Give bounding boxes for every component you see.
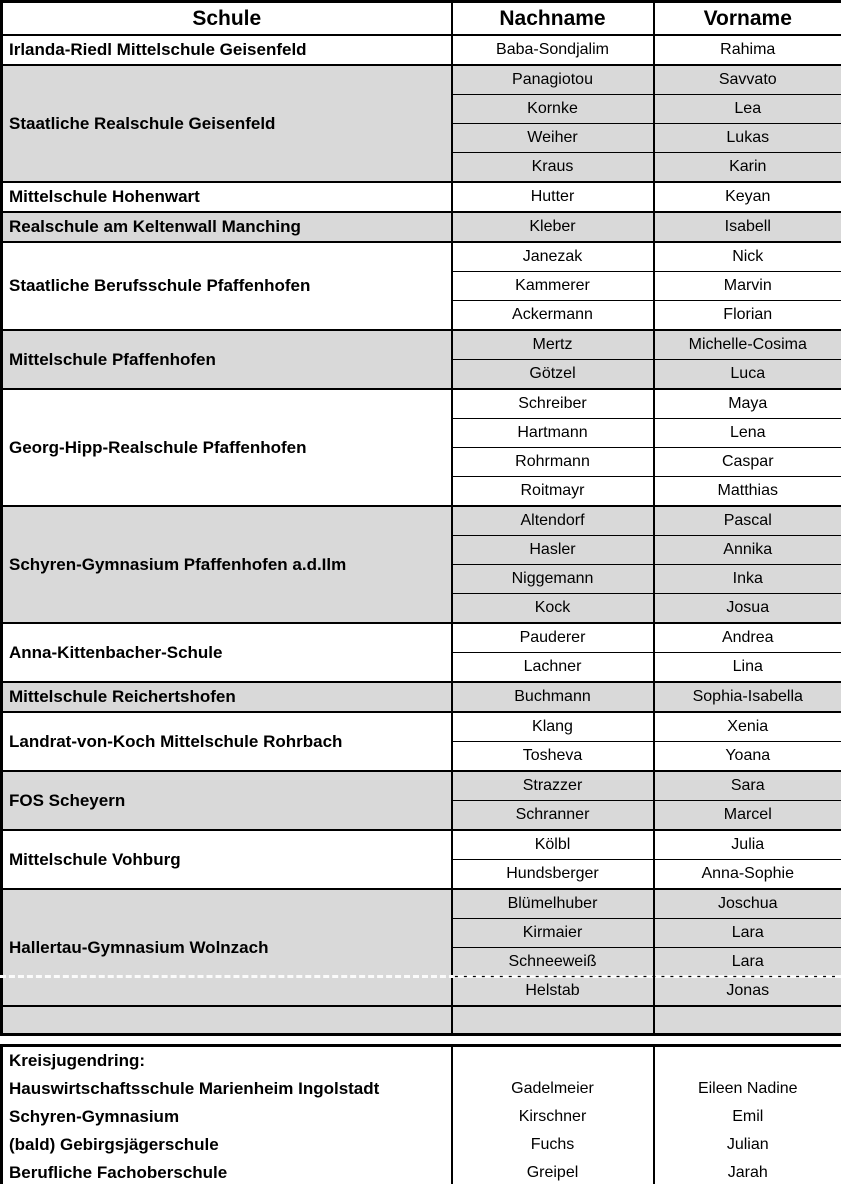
- vorname-cell: Keyan: [654, 182, 841, 212]
- school-cell: Berufliche Fachoberschule: [9, 1163, 228, 1182]
- footer-row: [2, 1159, 841, 1184]
- footer-table: [0, 1044, 841, 1184]
- vorname-cell: Luca: [654, 360, 841, 390]
- vorname-cell: Xenia: [654, 712, 841, 742]
- school-cell: Mittelschule Pfaffenhofen: [2, 330, 452, 389]
- school-cell: Georg-Hipp-Realschule Pfaffenhofen: [2, 389, 452, 506]
- vorname-cell: Florian: [654, 301, 841, 331]
- vorname-cell: Annika: [654, 536, 841, 565]
- vorname-cell: [654, 1046, 841, 1076]
- nachname-cell: Kraus: [452, 153, 654, 183]
- vorname-cell: Inka: [654, 565, 841, 594]
- vorname-cell: Sophia-Isabella: [654, 682, 841, 712]
- nachname-cell: Rohrmann: [452, 448, 654, 477]
- vorname-cell: Savvato: [654, 65, 841, 95]
- nachname-cell: Kock: [452, 594, 654, 624]
- school-cell: Hauswirtschaftsschule Marienheim Ingolstadt: [9, 1079, 380, 1098]
- vorname-cell: Eileen Nadine: [654, 1075, 841, 1103]
- vorname-cell: Caspar: [654, 448, 841, 477]
- table-row: [2, 712, 841, 742]
- vorname-cell: Lena: [654, 419, 841, 448]
- table-row: [2, 682, 841, 712]
- footer-row: [2, 1103, 841, 1131]
- nachname-cell: [452, 1046, 654, 1076]
- nachname-cell: Weiher: [452, 124, 654, 153]
- nachname-cell: Schreiber: [452, 389, 654, 419]
- nachname-cell: Kirmaier: [452, 919, 654, 948]
- school-cell: FOS Scheyern: [2, 771, 452, 830]
- school-cell: [2, 1006, 452, 1035]
- school-cell: Hallertau-Gymnasium Wolnzach: [2, 889, 452, 1006]
- vorname-cell: Marvin: [654, 272, 841, 301]
- nachname-cell: Greipel: [452, 1159, 654, 1184]
- header-row: [2, 2, 841, 36]
- vorname-cell: Joschua: [654, 889, 841, 919]
- vorname-cell: Maya: [654, 389, 841, 419]
- vorname-cell: Sara: [654, 771, 841, 801]
- table-row: [2, 389, 841, 419]
- nachname-cell: Mertz: [452, 330, 654, 360]
- nachname-cell: Hutter: [452, 182, 654, 212]
- school-cell: Mittelschule Reichertshofen: [2, 682, 452, 712]
- vorname-cell: Pascal: [654, 506, 841, 536]
- vorname-cell: Jonas: [654, 977, 841, 1007]
- vorname-cell: Julia: [654, 830, 841, 860]
- nachname-cell: Kleber: [452, 212, 654, 242]
- school-cell: Landrat-von-Koch Mittelschule Rohrbach: [2, 712, 452, 771]
- table-row: [2, 35, 841, 65]
- nachname-cell: Helstab: [452, 977, 654, 1007]
- footer-row: [2, 1046, 841, 1076]
- nachname-cell: Tosheva: [452, 742, 654, 772]
- nachname-cell: Strazzer: [452, 771, 654, 801]
- nachname-cell: Niggemann: [452, 565, 654, 594]
- column-header-vorname: Vorname: [654, 2, 841, 36]
- roster-table-body: [2, 35, 841, 1035]
- nachname-cell: Ackermann: [452, 301, 654, 331]
- school-cell: Staatliche Realschule Geisenfeld: [2, 65, 452, 182]
- school-cell: Schyren-Gymnasium Pfaffenhofen a.d.Ilm: [2, 506, 452, 623]
- nachname-cell: Buchmann: [452, 682, 654, 712]
- table-row: [2, 182, 841, 212]
- table-row: [2, 330, 841, 360]
- table-row: [2, 212, 841, 242]
- column-header-schule: Schule: [2, 2, 452, 36]
- vorname-cell: Lara: [654, 948, 841, 977]
- school-cell: Staatliche Berufsschule Pfaffenhofen: [2, 242, 452, 330]
- table-row: [2, 830, 841, 860]
- nachname-cell: Blümelhuber: [452, 889, 654, 919]
- nachname-cell: [452, 1006, 654, 1035]
- table-row: [2, 771, 841, 801]
- school-cell: Realschule am Keltenwall Manching: [2, 212, 452, 242]
- vorname-cell: Michelle-Cosima: [654, 330, 841, 360]
- vorname-cell: Marcel: [654, 801, 841, 831]
- school-cell: Anna-Kittenbacher-Schule: [2, 623, 452, 682]
- school-cell: Kreisjugendring:: [9, 1051, 146, 1070]
- nachname-cell: Kammerer: [452, 272, 654, 301]
- nachname-cell: Schranner: [452, 801, 654, 831]
- vorname-cell: Nick: [654, 242, 841, 272]
- nachname-cell: Altendorf: [452, 506, 654, 536]
- vorname-cell: Karin: [654, 153, 841, 183]
- nachname-cell: Gadelmeier: [452, 1075, 654, 1103]
- nachname-cell: Roitmayr: [452, 477, 654, 507]
- vorname-cell: Isabell: [654, 212, 841, 242]
- vorname-cell: Anna-Sophie: [654, 860, 841, 890]
- table-row: [2, 889, 841, 919]
- nachname-cell: Hundsberger: [452, 860, 654, 890]
- nachname-cell: Janezak: [452, 242, 654, 272]
- vorname-cell: Lara: [654, 919, 841, 948]
- vorname-cell: Rahima: [654, 35, 841, 65]
- table-row: [2, 242, 841, 272]
- vorname-cell: Emil: [654, 1103, 841, 1131]
- nachname-cell: Fuchs: [452, 1131, 654, 1159]
- vorname-cell: Julian: [654, 1131, 841, 1159]
- table-row: [2, 506, 841, 536]
- nachname-cell: Hartmann: [452, 419, 654, 448]
- nachname-cell: Lachner: [452, 653, 654, 683]
- empty-row: [2, 1006, 841, 1035]
- nachname-cell: Pauderer: [452, 623, 654, 653]
- vorname-cell: Lina: [654, 653, 841, 683]
- footer-row: [2, 1131, 841, 1159]
- nachname-cell: Klang: [452, 712, 654, 742]
- nachname-cell: Kornke: [452, 95, 654, 124]
- table-row: [2, 65, 841, 95]
- footer-table-body: [2, 1046, 841, 1184]
- nachname-cell: Hasler: [452, 536, 654, 565]
- nachname-cell: Baba-Sondjalim: [452, 35, 654, 65]
- school-cell: (bald) Gebirgsjägerschule: [9, 1135, 219, 1154]
- section-gap: [0, 1036, 841, 1044]
- vorname-cell: Jarah: [654, 1159, 841, 1184]
- vorname-cell: Andrea: [654, 623, 841, 653]
- school-cell: Mittelschule Vohburg: [2, 830, 452, 889]
- nachname-cell: Schneeweiß: [452, 948, 654, 977]
- table-row: [2, 623, 841, 653]
- vorname-cell: Lea: [654, 95, 841, 124]
- vorname-cell: Josua: [654, 594, 841, 624]
- column-header-nachname: Nachname: [452, 2, 654, 36]
- school-cell: Irlanda-Riedl Mittelschule Geisenfeld: [2, 35, 452, 65]
- school-cell: Mittelschule Hohenwart: [2, 182, 452, 212]
- nachname-cell: Götzel: [452, 360, 654, 390]
- vorname-cell: [654, 1006, 841, 1035]
- school-cell: Schyren-Gymnasium: [9, 1107, 180, 1126]
- vorname-cell: Matthias: [654, 477, 841, 507]
- vorname-cell: Lukas: [654, 124, 841, 153]
- nachname-cell: Kirschner: [452, 1103, 654, 1131]
- nachname-cell: Panagiotou: [452, 65, 654, 95]
- vorname-cell: Yoana: [654, 742, 841, 772]
- footer-row: [2, 1075, 841, 1103]
- nachname-cell: Kölbl: [452, 830, 654, 860]
